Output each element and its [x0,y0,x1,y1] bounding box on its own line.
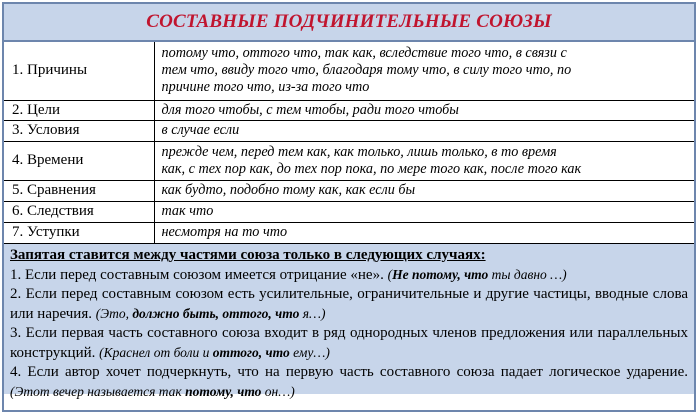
example-highlight: должно быть, оттого, что [132,305,300,321]
page-title: СОСТАВНЫЕ ПОДЧИНИТЕЛЬНЫЕ СОЮЗЫ [4,4,694,42]
conjunction-line: потому что, оттого что, так как, вследствие того что, в связи с [161,45,567,62]
table-row [4,120,694,141]
row-category: 5. Сравнения [4,180,154,201]
conjunction-line: несмотря на то что [161,224,288,240]
rule-text: 2. Если перед составным союзом есть усилительные, ограничительные и другие частицы, вводные слова или наречия. [10,285,688,322]
table-row [4,100,694,120]
row-conjunctions [154,42,694,100]
conjunction-line: прежде чем, перед тем как, как только, лишь только, в то время [161,143,557,160]
table-row [4,201,694,222]
conjunction-line: так что [161,203,214,219]
example-highlight: оттого, что [212,344,290,360]
row-conjunctions [154,120,694,141]
conjunction-line: тем что, ввиду того что, благодаря тому что, в силу того что, по [161,62,572,79]
row-category: 1. Причины [4,42,154,100]
conjunctions-table [4,42,694,244]
conjunction-line: как будто, подобно тому как, как если бы [161,182,416,198]
row-category: 2. Цели [4,100,154,120]
rule-example: (Краснел от боли и оттого, что ему…) [99,344,330,360]
row-category: 7. Уступки [4,222,154,243]
rule-item [10,324,688,363]
table-row [4,222,694,243]
row-category: 6. Следствия [4,201,154,222]
row-conjunctions [154,222,694,243]
rule-example: (Не потому, что ты давно …) [387,266,567,282]
rule-example: (Этот вечер называется так потому, что он…) [10,383,295,399]
example-highlight: потому, что [185,383,262,399]
rule-text: 3. Если первая часть составного союза входит в ряд однородных членов предложения или параллельных конструкций. [10,324,688,361]
row-conjunctions [154,141,694,180]
rule-item [10,285,688,324]
conjunction-line: для того чтобы, с тем чтобы, ради того чтобы [161,101,459,118]
conjunction-line: как, с тех пор как, до тех пор пока, по мере того как, после того как [161,160,582,177]
comma-rules [4,244,694,399]
table-row [4,141,694,180]
table-row [4,180,694,201]
rule-item [10,265,688,285]
rule-text: 4. Если автор хочет подчеркнуть, что на первую часть составного союза падает логическое ударение. [10,363,688,380]
table-row [4,42,694,100]
row-conjunctions [154,100,694,120]
rule-example: (Это, должно быть, оттого, что я…) [95,305,326,321]
row-category: 4. Времени [4,141,154,180]
rule-item [10,363,688,402]
row-conjunctions [154,180,694,201]
conjunctions-sheet [2,2,696,412]
conjunction-line: причине того что, из-за того что [161,79,370,96]
row-conjunctions [154,201,694,222]
row-category: 3. Условия [4,120,154,141]
conjunction-line: в случае если [161,122,240,138]
example-highlight: Не потому, что [392,266,489,282]
rule-text: 1. Если перед составным союзом имеется отрицание «не». [10,266,384,283]
rules-heading: Запятая ставится между частями союза только в следующих случаях: [10,246,486,263]
